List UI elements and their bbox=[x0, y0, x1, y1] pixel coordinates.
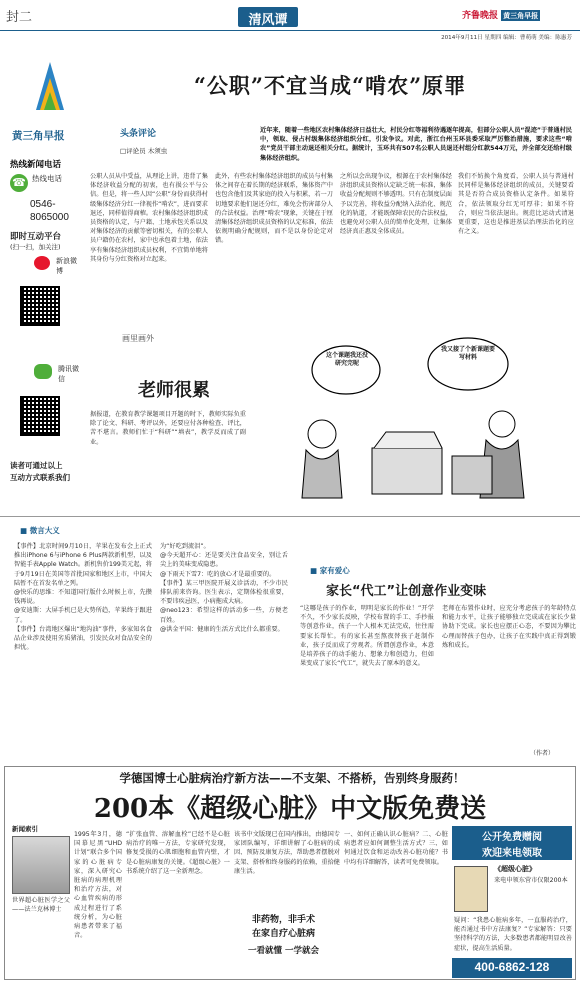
logo-text: 黄三角早报 bbox=[12, 130, 65, 142]
header-rule bbox=[0, 30, 580, 31]
ad-book-image bbox=[454, 866, 488, 912]
lead-col-4: 我们不妨换个角度看，公职人员与普通村民同样是集体经济组织的成员，关键要看其是否符合成员资格认定条件。如果符合，依法领取分红无可厚非；如果不符合，则应当依法退出。规范比运动式清退更重要，这也是推进基层治理法治化的应有之义。 bbox=[458, 173, 574, 236]
ad-col-2: “扩张血管、溶解血栓”已经不是心脏病治疗的唯一方法，专家研究发现，修复受损的心肌细胞和血管内壁，才是心脏病康复的关键。《超级心脏》一书系统介绍了这一全新理念。 bbox=[126, 831, 230, 875]
ad-free-subtitle: 欢迎来电领取 bbox=[482, 848, 542, 859]
ad-photo-caption: 世界超心脏医学之父——法兰克林博士 bbox=[12, 897, 70, 914]
interact-subtitle: (扫一扫，加关注) bbox=[10, 243, 61, 251]
lead-headline: “公职”不宜当成“啃农”原罪 bbox=[193, 73, 467, 98]
section-title: 清风谭 bbox=[248, 13, 288, 28]
ad-col-5: 疑问：“我患心脏病多年，一直服药治疗，能否通过书中方法康复？”专家解答：只要坚持科学的方法，大多数患者都能明显改善症状，提高生活质量。 bbox=[454, 917, 572, 952]
ad-hotline[interactable]: 400-6862-128 bbox=[474, 960, 550, 974]
ad-col-3: 该书中文版现已在国内推出，由德国专家团队编写，详细讲解了心脏病的成因、预防及康复方法，帮助患者摆脱对支架、搭桥和终身服药的依赖，重拾健康生活。 bbox=[234, 831, 340, 875]
ad-mid-title-2: 在家自疗心脏病 bbox=[252, 929, 316, 939]
weibo-col-1: 【事件】北京时间9月10日，苹果在发布会上正式推出iPhone 6与iPhone 6 Plus两款新机型，以及智能手表Apple Watch。新机售价199美元起，将于9月19日在美国等首批国家和地区上市，中国大陆暂不在首发名单之列。 @快乐的思维：不知道国行版什么时候上市，先攒钱再说。 @安迪斯：大屏手机已是大势所趋，苹果终于跟进了。 【事件】台湾地区爆出“地沟油”事件，多家知名食品企业涉及使用劣质猪油，引发民众对食品安全的担忧。 bbox=[14, 543, 152, 652]
paper-name-text: 齐鲁晚报 bbox=[462, 11, 499, 21]
ad-col-4: 一、如何正确认识心脏病？二、心脏病患者应如何调整生活方式？三、如何通过饮食和运动改善心脏功能？书中均有详细解答，读者可免费领取。 bbox=[344, 831, 448, 866]
wechat-label: 腾讯微信 bbox=[58, 365, 79, 383]
hotline-title: 热线新闻电话 bbox=[10, 160, 62, 170]
lead-column-name: 头条评论 bbox=[120, 129, 157, 139]
page-label: 封二 bbox=[6, 10, 33, 25]
hotline-label: 热线电话 bbox=[32, 174, 62, 183]
weibo-column-label: 微言大义 bbox=[29, 526, 60, 535]
sidebar bbox=[4, 60, 86, 490]
cartoon-title: 老师很累 bbox=[138, 380, 210, 401]
sidebar-footer-2: 互动方式联系我们 bbox=[10, 473, 70, 482]
sidebar-footer-1: 读者可通过以上 bbox=[10, 461, 63, 470]
lead-col-2: 此外，有些农村集体经济组织的成员与村集体之间存在着长期的经济联系，集体资产中也包含他们及其家庭的投入与积累，若一刀切地要求他们退还分红，难免会伤害部分人的合法权益。治理“啃农”现象，关键在于厘清集体经济组织成员资格的认定标准，依法依规明确分配规则，而不是以身份论定对错。 bbox=[215, 173, 333, 245]
logo-icon bbox=[30, 60, 70, 124]
ad-headline-big: 200本《超级心脏》中文版免费送 bbox=[93, 794, 487, 824]
family-column-label: 家有爱心 bbox=[319, 566, 350, 575]
bubble-left: 这个课题我还没研究完呢 bbox=[325, 352, 368, 367]
ad-free-title[interactable]: 公开免费赠阅 bbox=[482, 832, 542, 843]
family-column-name: ■ 家有爱心 bbox=[310, 566, 350, 575]
family-author: （作者） bbox=[530, 750, 555, 757]
lead-col-3: 之所以会出现争议，根源在于农村集体经济组织成员资格认定缺乏统一标准，集体收益分配规则不够透明。只有在制度层面予以完善，将收益分配纳入法治化、规范化的轨道，才能既保障农民的合法权益，也避免对公职人员的简单化处理，让集体经济真正惠及全体成员。 bbox=[340, 173, 452, 236]
interact-title: 即时互动平台 bbox=[10, 232, 62, 242]
lead-byline: □评论员 木须虫 bbox=[120, 147, 168, 155]
family-col-1: “这哪是孩子的作业，明明是家长的作业！”开学不久，不少家长反映，学校布置的手工、手抄报等创意作业，孩子一个人根本无法完成，往往需要家长帮忙。有的家长甚至熬夜替孩子赶制作业，孩子反而成了旁观者。所谓创意作业，本意是培养孩子的动手能力、想象力和创造力，但如果变成了家长“代工”，就失去了原本的意义。 bbox=[300, 605, 434, 668]
ad-col-1: 1995年3月，德国慕尼黑“UHD计划”联合多个国家的心脏病专家，深入研究心脏病的病理机理和治疗方法，对心血管疾病的形成过程进行了系统分析，为心脏病患者带来了福音。 bbox=[74, 831, 122, 940]
family-title: 家长“代工”让创意作业变味 bbox=[326, 584, 487, 599]
lead-col-1: 公职人员从中受益，从理论上讲，违背了集体经济收益分配的初衷，也有损公平与公信。但是，将一些人因“公职”身份而获得村级集体经济分红一律视作“啃农”，进而要求退还，同样值得商榷。农村集体经济组织成员资格的认定，与户籍、土地承包关系以及对集体经济的贡献等密切相关，有的公职人员户籍仍在农村，家中也承包着土地，依法享有集体经济组织成员权利，不宜简单地将其身份与分红资格对立起来。 bbox=[90, 173, 208, 263]
bubble-right: 我又接了个新课题要写材料 bbox=[440, 346, 495, 361]
cartoon-column-name: 画里画外 bbox=[122, 334, 154, 343]
paper-name bbox=[462, 8, 540, 21]
lead-intro: 近年来，随着一些地区农村集体经济日益壮大，村民分红等福利待遇逐年提高，但部分公职人员“混迹”于普通村民中，领取、侵占村级集体经济组织分红，引发争议。对此，浙江台州玉环县委采取严厉整治措施，要求这些“啃农”党员干部主动退还相关分红。据统计，玉环共有507名公职人员退还村组分红款544万元，并全部交还给村级集体经济组织。 bbox=[260, 127, 572, 162]
ad-book-title: 《超级心脏》 bbox=[494, 865, 536, 873]
phone-icon: ☎ bbox=[10, 174, 28, 192]
page-header bbox=[0, 0, 580, 44]
mid-divider bbox=[0, 516, 580, 517]
ad-photo-label: 新闻索引 bbox=[12, 825, 38, 833]
weibo-col-2: 为“好吃到流泪”。 @今天超开心：还是要关注食品安全，别让舌尖上的美味变成隐患。 @下雨天下雪7：吃的放心才是最重要的。 【事件】某三甲医院开展义诊活动，不少市民排队前来咨询。医生表示，定期体检很重要，不要讳疾忌医，小病拖成大病。 @neo123：希望这样的活动多一些，方便老百姓。 @洪金平国：健康的生活方式比什么都重要。 bbox=[160, 543, 288, 633]
cartoon-image bbox=[262, 328, 574, 506]
hotline-number: 0546-8065000 bbox=[30, 199, 69, 223]
ad-photo bbox=[12, 836, 70, 894]
ad-book-note: 来电申领东营市仅限200本 bbox=[494, 877, 568, 884]
ad-mid-title-1: 非药物，非手术 bbox=[252, 915, 316, 925]
dateline: 2014年9月11日 星期四 编辑：曹萌萌 美编：陈惠芳 bbox=[441, 35, 572, 41]
family-col-2: 老师在布置作业时，应充分考虑孩子的年龄特点和能力水平，让孩子能够独立完成或在家长少量协助下完成。家长也应摆正心态，不要因为攀比心理而替孩子包办，让孩子在实践中真正得到锻炼和成长。 bbox=[442, 605, 576, 649]
edition-badge: 黄三角早报 bbox=[503, 11, 539, 20]
wechat-qr-code[interactable] bbox=[20, 396, 60, 436]
weibo-qr-code[interactable] bbox=[20, 286, 60, 326]
weibo-label: 新浪微博 bbox=[56, 257, 77, 275]
wechat-icon[interactable] bbox=[34, 364, 52, 379]
ad-headline-small: 学德国博士心脏病治疗新方法——不支架、不搭桥，告别终身服药！ bbox=[119, 771, 465, 785]
cartoon-caption: 据报道，在教育教学课题项目开题的时下，教师实际负重除了论文、科研、考评以外，还要应付各种检查、评比，苦不堪言。教师们忙于“科研”“填表”，教学反而成了副业。 bbox=[90, 411, 246, 446]
weibo-column-name: ■ 微言大义 bbox=[20, 526, 60, 535]
weibo-icon[interactable] bbox=[34, 256, 50, 270]
ad-mid-title-3: 一看就懂 一学就会 bbox=[248, 946, 319, 956]
